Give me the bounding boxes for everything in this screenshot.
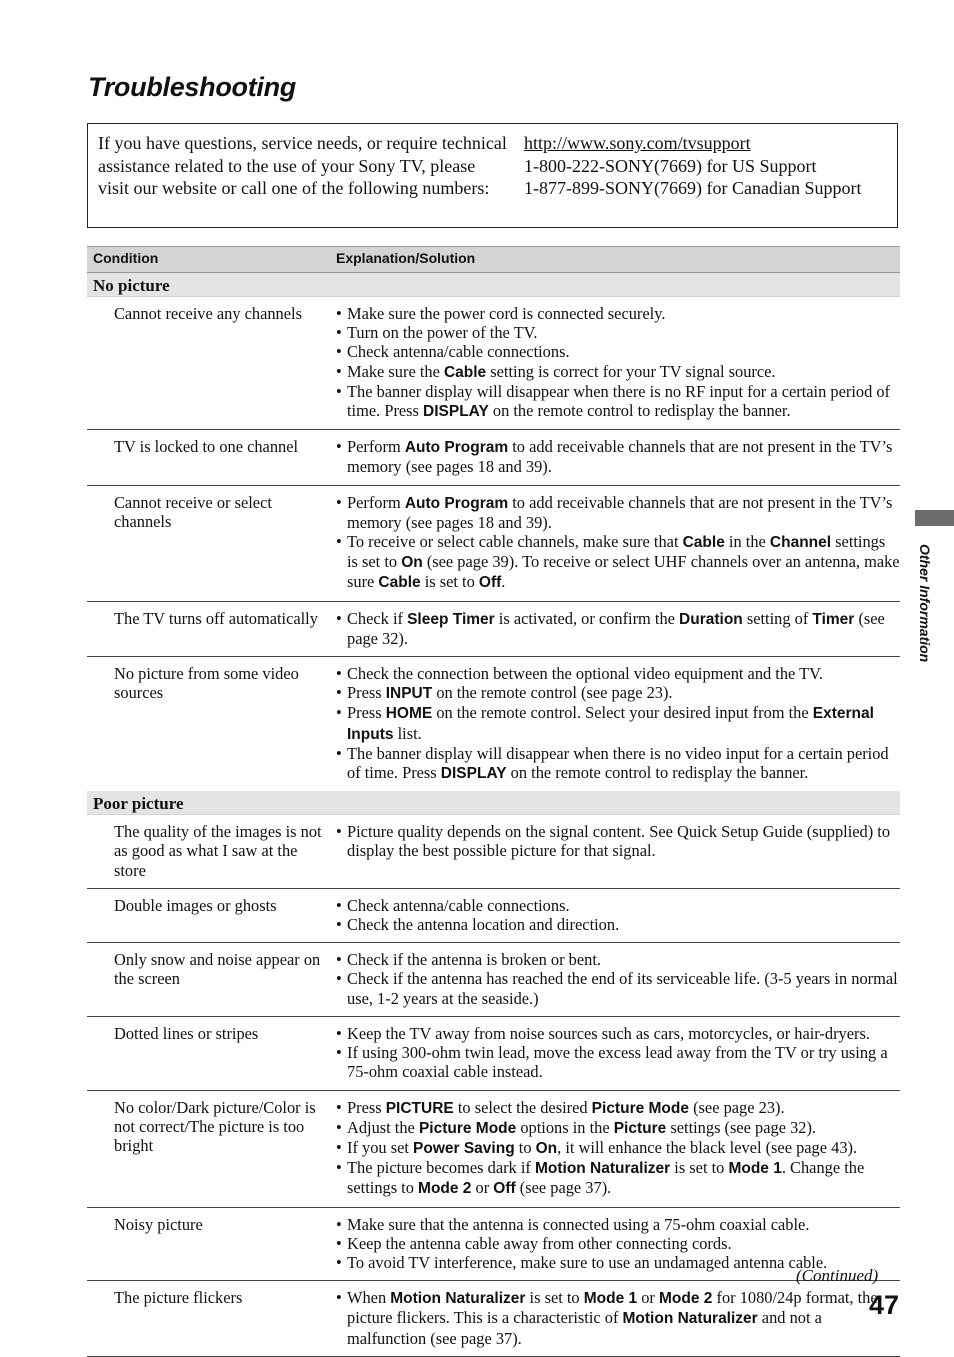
solution-text: settings (see page 32). xyxy=(666,1117,817,1137)
solution-cell xyxy=(323,822,900,880)
solution-text: Adjust the xyxy=(347,1117,419,1137)
condition-cell: Double images or ghosts xyxy=(114,895,277,915)
solution-text: To avoid TV interference, make sure to use an undamaged antenna cable. xyxy=(347,1252,828,1272)
solution-item xyxy=(336,744,900,783)
section-side-label: Other Information xyxy=(917,544,933,663)
solution-cell xyxy=(323,1288,900,1348)
solution-text: on the remote control (see page 23). xyxy=(432,683,673,703)
solution-text: When xyxy=(347,1288,391,1308)
solution-item xyxy=(336,1024,900,1043)
setting-name: On xyxy=(535,1139,558,1157)
setting-name: Auto Program xyxy=(404,494,509,512)
solution-text: setting is correct for your TV signal source. xyxy=(486,361,776,381)
setting-name: On xyxy=(401,554,423,572)
solution-cell xyxy=(323,896,900,934)
solution-item xyxy=(336,1118,900,1138)
table-row xyxy=(87,889,900,943)
setting-name: Picture xyxy=(613,1119,667,1137)
solution-item xyxy=(336,969,900,1007)
support-contacts xyxy=(524,132,896,200)
solution-text: To receive or select cable channels, make sure that xyxy=(347,532,683,552)
setting-name: INPUT xyxy=(385,685,433,703)
solution-text: Press xyxy=(347,683,386,703)
solution-text: (see page 32). xyxy=(347,608,885,648)
solution-text: on the remote control to redisplay the banner. xyxy=(488,401,791,421)
setting-name: Cable xyxy=(443,363,487,381)
solution-item xyxy=(336,323,900,342)
solution-text: Press xyxy=(347,1097,386,1117)
solution-text: or xyxy=(471,1178,494,1198)
solution-list xyxy=(336,1288,900,1348)
setting-name: Cable xyxy=(682,534,725,552)
solution-list xyxy=(336,822,900,860)
solution-text: Check antenna/cable connections. xyxy=(347,342,570,362)
solution-text: and not a malfunction (see page 37). xyxy=(347,1308,822,1348)
solution-item xyxy=(336,683,900,703)
table-row xyxy=(87,943,900,1017)
solution-text: is set to xyxy=(670,1158,729,1178)
solution-text: on the remote control. Select your desired input from the xyxy=(432,703,813,723)
solution-text: The banner display will disappear when there is no RF input for a certain period of time. Press xyxy=(347,381,891,421)
support-intro: If you have questions, service needs, or require technical assistance related to the use of your Sony TV, please visit our website or call one of the following numbers: xyxy=(98,133,507,199)
setting-name: Mode 1 xyxy=(728,1160,782,1178)
solution-list xyxy=(336,437,900,476)
solution-item xyxy=(336,362,900,382)
solution-text: is activated, or confirm the xyxy=(494,608,680,628)
solution-item xyxy=(336,532,900,593)
solution-list xyxy=(336,1024,900,1082)
solution-item xyxy=(336,915,900,934)
table-row xyxy=(87,1017,900,1091)
solution-text: . Change the settings to xyxy=(347,1158,865,1198)
solution-item xyxy=(336,342,900,361)
solution-text: Picture quality depends on the signal content. See Quick Setup Guide (supplied) to display the best possible picture for that signal. xyxy=(347,822,891,861)
solution-text: (see page 37). xyxy=(515,1178,612,1198)
solution-text: , it will enhance the black level (see page 43). xyxy=(557,1137,858,1157)
setting-name: Picture Mode xyxy=(418,1119,517,1137)
condition-cell: The quality of the images is not as good as what I saw at the store xyxy=(114,822,322,880)
troubleshooting-table xyxy=(87,246,900,1357)
condition-cell: The picture flickers xyxy=(114,1288,243,1308)
condition-cell: Only snow and noise appear on the screen xyxy=(114,950,321,989)
solution-cell xyxy=(323,304,900,421)
setting-name: DISPLAY xyxy=(440,765,507,783)
solution-cell xyxy=(323,1024,900,1082)
section-heading: No picture xyxy=(87,273,900,297)
condition-cell: No color/Dark picture/Color is not correct/The picture is too bright xyxy=(114,1097,316,1155)
setting-name: Mode 1 xyxy=(583,1290,638,1308)
solution-item xyxy=(336,609,900,648)
solution-text: Perform xyxy=(347,492,405,512)
solution-cell xyxy=(323,950,900,1008)
table-row xyxy=(87,1091,900,1208)
solution-text: Check if xyxy=(347,608,408,628)
solution-item xyxy=(336,493,900,532)
solution-item xyxy=(336,382,900,421)
solution-text: Check the connection between the optional video equipment and the TV. xyxy=(347,664,823,684)
solution-text: Check the antenna location and direction. xyxy=(347,915,620,935)
condition-column-header: Condition xyxy=(93,250,159,266)
table-row xyxy=(87,430,900,485)
solution-text: to add receivable channels that are not present in the TV’s memory (see pages 18 and 39). xyxy=(347,437,893,477)
solution-text: Make sure that the antenna is connected using a 75-ohm coaxial cable. xyxy=(347,1214,810,1234)
solution-list xyxy=(336,1215,900,1273)
solution-column-header: Explanation/Solution xyxy=(336,250,476,266)
solution-text: Check if the antenna is broken or bent. xyxy=(347,950,601,970)
solution-item xyxy=(336,950,900,969)
solution-item xyxy=(336,1098,900,1118)
table-row xyxy=(87,657,900,791)
setting-name: Channel xyxy=(769,534,832,552)
solution-list xyxy=(336,493,900,593)
setting-name: PICTURE xyxy=(385,1099,454,1117)
setting-name: Motion Naturalizer xyxy=(622,1310,758,1328)
solution-item xyxy=(336,437,900,476)
solution-item xyxy=(336,822,900,860)
table-row xyxy=(87,815,900,889)
solution-text: Check if the antenna has reached the end of its serviceable life. (3-5 years in normal use, 1-2 years at the seaside.) xyxy=(347,969,898,1008)
setting-name: Sleep Timer xyxy=(407,610,495,628)
page-title: Troubleshooting xyxy=(88,72,296,102)
solution-cell xyxy=(323,664,900,783)
solution-item xyxy=(336,664,900,683)
condition-cell: Noisy picture xyxy=(114,1214,203,1234)
solution-text: to xyxy=(514,1137,536,1157)
setting-name: Duration xyxy=(679,610,743,628)
setting-name: Off xyxy=(493,1180,516,1198)
solution-text: for 1080/24p format, the picture flickers. This is a characteristic of xyxy=(347,1288,878,1328)
setting-name: Mode 2 xyxy=(658,1290,713,1308)
table-row xyxy=(87,297,900,430)
support-info-box xyxy=(87,123,898,228)
solution-item xyxy=(336,1158,900,1198)
solution-text: Make sure the xyxy=(347,361,444,381)
page-number: 47 xyxy=(869,1290,900,1320)
setting-name: HOME xyxy=(385,705,433,723)
setting-name: Mode 2 xyxy=(418,1180,472,1198)
solution-text: (see page 23). xyxy=(689,1097,785,1117)
condition-cell: Dotted lines or stripes xyxy=(114,1023,259,1043)
solution-list xyxy=(336,304,900,421)
solution-text: is set to xyxy=(525,1288,584,1308)
solution-text: The banner display will disappear when there is no video input for a certain period of time. Press xyxy=(347,743,889,783)
condition-cell: TV is locked to one channel xyxy=(114,437,299,457)
condition-cell: Cannot receive or select channels xyxy=(114,492,272,531)
solution-list xyxy=(336,896,900,934)
solution-list xyxy=(336,664,900,783)
solution-text: is set to xyxy=(420,572,479,592)
solution-item xyxy=(336,896,900,915)
solution-item xyxy=(336,1138,900,1158)
setting-name: Picture Mode xyxy=(591,1099,689,1117)
solution-text: or xyxy=(637,1288,659,1308)
solution-text: Keep the TV away from noise sources such as cars, motorcycles, or hair-dryers. xyxy=(347,1023,870,1043)
solution-cell xyxy=(323,1215,900,1273)
solution-text: . xyxy=(501,572,506,592)
solution-item xyxy=(336,1288,900,1348)
solution-text: Turn on the power of the TV. xyxy=(347,323,538,343)
solution-list xyxy=(336,950,900,1008)
solution-text: Make sure the power cord is connected securely. xyxy=(347,304,666,323)
support-url-link[interactable]: http://www.sony.com/tvsupport xyxy=(524,133,751,153)
solution-text: (see page 39). To receive or select UHF channels over an antenna, make sure xyxy=(347,552,900,592)
solution-item xyxy=(336,1234,900,1253)
solution-list xyxy=(336,1098,900,1199)
setting-name: Power Saving xyxy=(413,1139,515,1157)
solution-text: Keep the antenna cable away from other connecting cords. xyxy=(347,1233,732,1253)
setting-name: Cable xyxy=(378,574,421,592)
condition-cell: No picture from some video sources xyxy=(114,664,299,703)
condition-cell: Cannot receive any channels xyxy=(114,304,302,323)
section-heading: Poor picture xyxy=(87,791,900,815)
solution-cell xyxy=(323,437,900,476)
us-support-phone: 1-800-222-SONY(7669) for US Support xyxy=(524,155,817,176)
solution-text: The picture becomes dark if xyxy=(347,1158,535,1178)
table-row xyxy=(87,1281,900,1357)
solution-text: in the xyxy=(724,532,770,552)
table-body xyxy=(87,273,900,1357)
table-header xyxy=(87,246,900,273)
setting-name: Auto Program xyxy=(404,439,509,457)
section-tab-marker xyxy=(915,510,954,526)
table-row xyxy=(87,602,900,657)
setting-name: Motion Naturalizer xyxy=(534,1160,671,1178)
solution-text: to select the desired xyxy=(453,1097,592,1117)
solution-text: If using 300-ohm twin lead, move the excess lead away from the TV or try using a 75-ohm coaxial cable instead. xyxy=(347,1043,888,1082)
setting-name: Off xyxy=(478,574,502,592)
table-row xyxy=(87,1208,900,1282)
solution-cell xyxy=(323,1098,900,1199)
canada-support-phone: 1-877-899-SONY(7669) for Canadian Support xyxy=(524,178,862,199)
solution-item xyxy=(336,703,900,743)
continued-note: (Continued) xyxy=(796,1266,879,1285)
solution-text: If you set xyxy=(347,1137,414,1157)
solution-item xyxy=(336,1215,900,1234)
solution-text: options in the xyxy=(516,1117,614,1137)
condition-cell: The TV turns off automatically xyxy=(114,608,318,628)
solution-text: settings is set to xyxy=(347,532,886,572)
solution-text: Press xyxy=(347,703,386,723)
solution-item xyxy=(336,1043,900,1081)
solution-text: Perform xyxy=(347,437,405,457)
solution-text: on the remote control to redisplay the banner. xyxy=(506,763,809,783)
setting-name: Motion Naturalizer xyxy=(390,1290,526,1308)
solution-text: list. xyxy=(393,723,422,743)
setting-name: DISPLAY xyxy=(423,403,489,421)
solution-text: Check antenna/cable connections. xyxy=(347,895,570,915)
solution-cell xyxy=(323,493,900,593)
table-row xyxy=(87,486,900,602)
setting-name: External Inputs xyxy=(347,705,874,743)
solution-text: to add receivable channels that are not present in the TV’s memory (see pages 18 and 39). xyxy=(347,492,893,532)
solution-item xyxy=(336,304,900,323)
solution-cell xyxy=(323,609,900,648)
solution-text: setting of xyxy=(742,608,813,628)
solution-list xyxy=(336,609,900,648)
setting-name: Timer xyxy=(812,610,855,628)
